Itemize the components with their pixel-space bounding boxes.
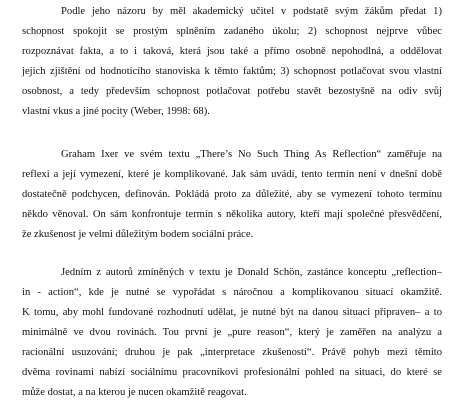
paragraph-1-line-2: schopnost spokojit se prostým splněním zadaného úkolu; 2) schopnost nejprve vůbec [22,26,442,37]
paragraph-2-line-4: někdo věnoval. On sám konfrontuje termín s několika autory, kteří mají společné přesvědčení, [22,209,442,220]
paragraph-3-line-2: in - action“, kde je nutné se vypořádat s náročnou a komplikovanou situací okamžitě. [22,287,442,298]
paragraph-3-line-1: Jedním z autorů zmíněných v textu je Donald Schön, zastánce konceptu „reflection– [61,267,442,278]
paragraph-3-line-4: minimálně ve dvou rovinách. Tou první je „pure reason“, který je zaměřen na analýzu a [22,327,442,338]
paragraph-2-line-5: že zkušenost je velmi důležitým bodem sociální práce. [22,229,254,240]
paragraph-3-line-7: může dostat, a na kterou je nucen okamžitě reagovat. [22,387,247,398]
paragraph-2-line-2: reflexi a její vymezení, které je komplikované. Jak sám uvádí, tento termín není v dnešní době [22,169,442,180]
paragraph-1-line-4: jejich zjištění od hodnotícího stanoviska k těmto faktům; 3) schopnost potlačovat svou vlastní [22,66,442,77]
paragraph-3-line-6: dvěma rovinami nabízí sociálnímu pracovníkovi profesionální pohled na situaci, do které se [22,367,442,378]
paragraph-3-line-3: K tomu, aby mohl fundované rozhodnutí udělat, je nutné být na danou situaci připraven– a to [22,307,442,318]
paragraph-1-line-1: Podle jeho názoru by měl akademický učitel v podstatě svým žákům předat 1) [61,6,442,17]
paragraph-2-line-1: Graham Ixer ve svém textu „There’s No Such Thing As Reflection“ zaměřuje na [61,149,442,160]
paragraph-1-line-6: vlastní vkus a jiné pocity (Weber, 1998: 68). [22,106,210,117]
paragraph-3-line-5: racionální usuzování; druhou je pak „interpretace zkušeností“. Právě pohyb mezi těmito [22,347,442,358]
paragraph-1-line-5: osobnost, a tedy především schopnost potlačovat potřebu stavět bezostyšně na odiv svůj [22,86,442,97]
paragraph-2-line-3: dostatečně podchycen, definován. Pokládá proto za důležité, aby se vymezení tohoto termínu [22,189,442,200]
paragraph-1-line-3: rozpoznávat fakta, a to i taková, která jsou také a přímo osobně nepohodlná, a oddělovat [22,46,442,57]
